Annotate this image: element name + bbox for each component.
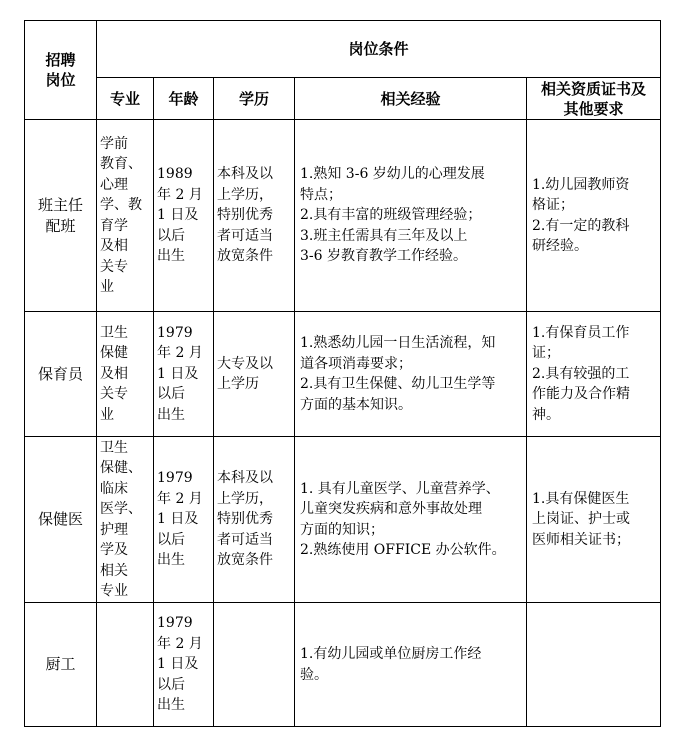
certificates-line: 2.有一定的教科 bbox=[532, 217, 630, 234]
major-line: 相关 bbox=[100, 562, 128, 579]
position-line: 厨工 bbox=[45, 655, 76, 674]
recruitment-table bbox=[24, 20, 661, 727]
age-line: 以后 bbox=[157, 531, 185, 548]
table-row bbox=[25, 437, 661, 603]
age-line: 年 2 月 bbox=[157, 345, 203, 362]
certificates-line: 上岗证、护士或 bbox=[532, 511, 630, 528]
age-line: 出生 bbox=[157, 552, 185, 569]
major-line: 护理 bbox=[100, 521, 128, 538]
age-line: 1979 bbox=[157, 470, 193, 487]
header-certificates bbox=[527, 78, 661, 120]
major-line: 保健 bbox=[100, 345, 128, 362]
major-line: 关专 bbox=[100, 386, 128, 403]
header-age: 年龄 bbox=[154, 78, 214, 120]
certificates-cell bbox=[527, 437, 661, 603]
header-major: 专业 bbox=[97, 78, 154, 120]
age-line: 以后 bbox=[157, 386, 185, 403]
education-line: 本科及以 bbox=[217, 470, 273, 487]
experience-cell bbox=[295, 120, 527, 312]
table-row bbox=[25, 603, 661, 727]
age-line: 以后 bbox=[157, 227, 185, 244]
education-line: 放宽条件 bbox=[217, 552, 273, 569]
education-line: 上学历， bbox=[217, 186, 273, 203]
education-cell bbox=[214, 312, 295, 437]
experience-line: 2.熟练使用 OFFICE 办公软件。 bbox=[300, 542, 506, 558]
experience-line: 特点； bbox=[300, 186, 342, 203]
table-row bbox=[25, 120, 661, 312]
position-line: 班主任 bbox=[37, 196, 83, 214]
major-line: 学前 bbox=[100, 135, 128, 152]
age-line: 1989 bbox=[157, 166, 193, 183]
education-cell bbox=[214, 603, 295, 727]
experience-line: 3.班主任需具有三年及以上 bbox=[300, 227, 468, 244]
table-body bbox=[25, 120, 661, 727]
major-cell bbox=[97, 120, 154, 312]
major-line: 保健、 bbox=[100, 460, 142, 476]
major-cell bbox=[97, 312, 154, 437]
header-position-line: 岗位 bbox=[45, 71, 76, 89]
major-cell bbox=[97, 437, 154, 603]
major-line: 关专 bbox=[100, 258, 128, 275]
header-row-top bbox=[25, 21, 661, 78]
age-line: 1 日及 bbox=[157, 656, 199, 673]
major-line: 教育、 bbox=[100, 156, 142, 172]
header-row-sub bbox=[25, 78, 661, 120]
education-line: 特别优秀 bbox=[217, 511, 273, 528]
major-line: 卫生 bbox=[100, 439, 128, 456]
age-line: 年 2 月 bbox=[157, 490, 203, 507]
certificates-line: 1.具有保健医生 bbox=[532, 490, 630, 507]
education-line: 本科及以 bbox=[217, 166, 273, 183]
header-certificates-line: 相关资质证书及 bbox=[540, 79, 646, 98]
education-line: 大专及以 bbox=[217, 355, 273, 372]
certificates-line: 证； bbox=[532, 345, 560, 362]
certificates-cell bbox=[527, 312, 661, 437]
experience-line: 方面的基本知识。 bbox=[300, 396, 412, 413]
major-line: 医学、 bbox=[100, 501, 142, 517]
major-line: 业 bbox=[100, 279, 114, 295]
experience-line: 1.熟悉幼儿园一日生活流程，知 bbox=[300, 335, 496, 351]
experience-line: 道各项消毒要求； bbox=[300, 355, 412, 372]
certificates-line: 研经验。 bbox=[532, 238, 588, 254]
major-line: 业 bbox=[100, 406, 114, 423]
certificates-line: 格证； bbox=[532, 197, 574, 213]
table-row bbox=[25, 312, 661, 437]
experience-line: 2.具有卫生保健、幼儿卫生学等 bbox=[300, 376, 496, 392]
experience-line: 验。 bbox=[300, 666, 328, 683]
age-line: 1979 bbox=[157, 615, 193, 632]
age-line: 1 日及 bbox=[157, 207, 199, 224]
experience-cell bbox=[295, 312, 527, 437]
certificates-line: 医师相关证书； bbox=[532, 531, 630, 548]
education-line: 上学历， bbox=[217, 490, 273, 507]
header-position-line: 招聘 bbox=[45, 51, 76, 69]
certificates-line: 作能力及合作精 bbox=[532, 386, 630, 403]
age-cell bbox=[154, 120, 214, 312]
education-line: 特别优秀 bbox=[217, 207, 273, 224]
major-line: 及相 bbox=[100, 238, 128, 254]
age-line: 年 2 月 bbox=[157, 186, 203, 203]
age-line: 出生 bbox=[157, 697, 185, 714]
certificates-line: 1.有保育员工作 bbox=[532, 324, 630, 341]
position-cell bbox=[25, 312, 97, 437]
education-line: 上学历 bbox=[217, 376, 259, 392]
header-education: 学历 bbox=[214, 78, 295, 120]
major-line: 学、教 bbox=[100, 197, 142, 213]
education-line: 放宽条件 bbox=[217, 248, 273, 265]
header-conditions: 岗位条件 bbox=[97, 21, 661, 78]
position-cell bbox=[25, 437, 97, 603]
major-line: 临床 bbox=[100, 480, 128, 497]
experience-line: 1.有幼儿园或单位厨房工作经 bbox=[300, 646, 482, 662]
header-experience: 相关经验 bbox=[295, 78, 527, 120]
age-line: 1979 bbox=[157, 324, 193, 341]
age-line: 1 日及 bbox=[157, 365, 199, 382]
position-cell bbox=[25, 120, 97, 312]
major-line: 及相 bbox=[100, 365, 128, 382]
position-line: 保育员 bbox=[37, 364, 83, 383]
major-line: 专业 bbox=[100, 583, 128, 599]
education-cell bbox=[214, 120, 295, 312]
experience-cell bbox=[295, 437, 527, 603]
age-line: 以后 bbox=[157, 676, 185, 693]
certificates-cell bbox=[527, 603, 661, 727]
education-line: 者可适当 bbox=[217, 531, 273, 548]
recruitment-table-wrapper bbox=[24, 20, 661, 727]
certificates-cell bbox=[527, 120, 661, 312]
experience-line: 方面的知识； bbox=[300, 521, 384, 538]
certificates-line: 2.具有较强的工 bbox=[532, 365, 630, 382]
major-line: 育学 bbox=[100, 217, 128, 234]
age-line: 1 日及 bbox=[157, 511, 199, 528]
certificates-line: 1.幼儿园教师资 bbox=[532, 176, 630, 193]
education-line: 者可适当 bbox=[217, 227, 273, 244]
experience-line: 1.熟知 3-6 岁幼儿的心理发展 bbox=[300, 166, 485, 183]
header-certificates-line: 其他要求 bbox=[563, 99, 624, 118]
age-cell bbox=[154, 603, 214, 727]
major-line: 卫生 bbox=[100, 324, 128, 341]
major-line: 学及 bbox=[100, 542, 128, 558]
position-line: 保健医 bbox=[37, 510, 83, 529]
major-cell bbox=[97, 603, 154, 727]
age-cell bbox=[154, 312, 214, 437]
experience-cell bbox=[295, 603, 527, 727]
certificates-line: 神。 bbox=[532, 406, 560, 423]
experience-line: 3-6 岁教育教学工作经验。 bbox=[300, 248, 467, 265]
education-cell bbox=[214, 437, 295, 603]
age-line: 年 2 月 bbox=[157, 635, 203, 652]
age-line: 出生 bbox=[157, 406, 185, 423]
experience-line: 儿童突发疾病和意外事故处理 bbox=[300, 501, 482, 517]
position-line: 配班 bbox=[45, 216, 76, 235]
age-line: 出生 bbox=[157, 248, 185, 265]
experience-line: 2.具有丰富的班级管理经验； bbox=[300, 207, 482, 224]
header-position bbox=[25, 21, 97, 120]
major-line: 心理 bbox=[100, 176, 128, 193]
age-cell bbox=[154, 437, 214, 603]
experience-line: 1. 具有儿童医学、儿童营养学、 bbox=[300, 480, 500, 497]
position-cell bbox=[25, 603, 97, 727]
